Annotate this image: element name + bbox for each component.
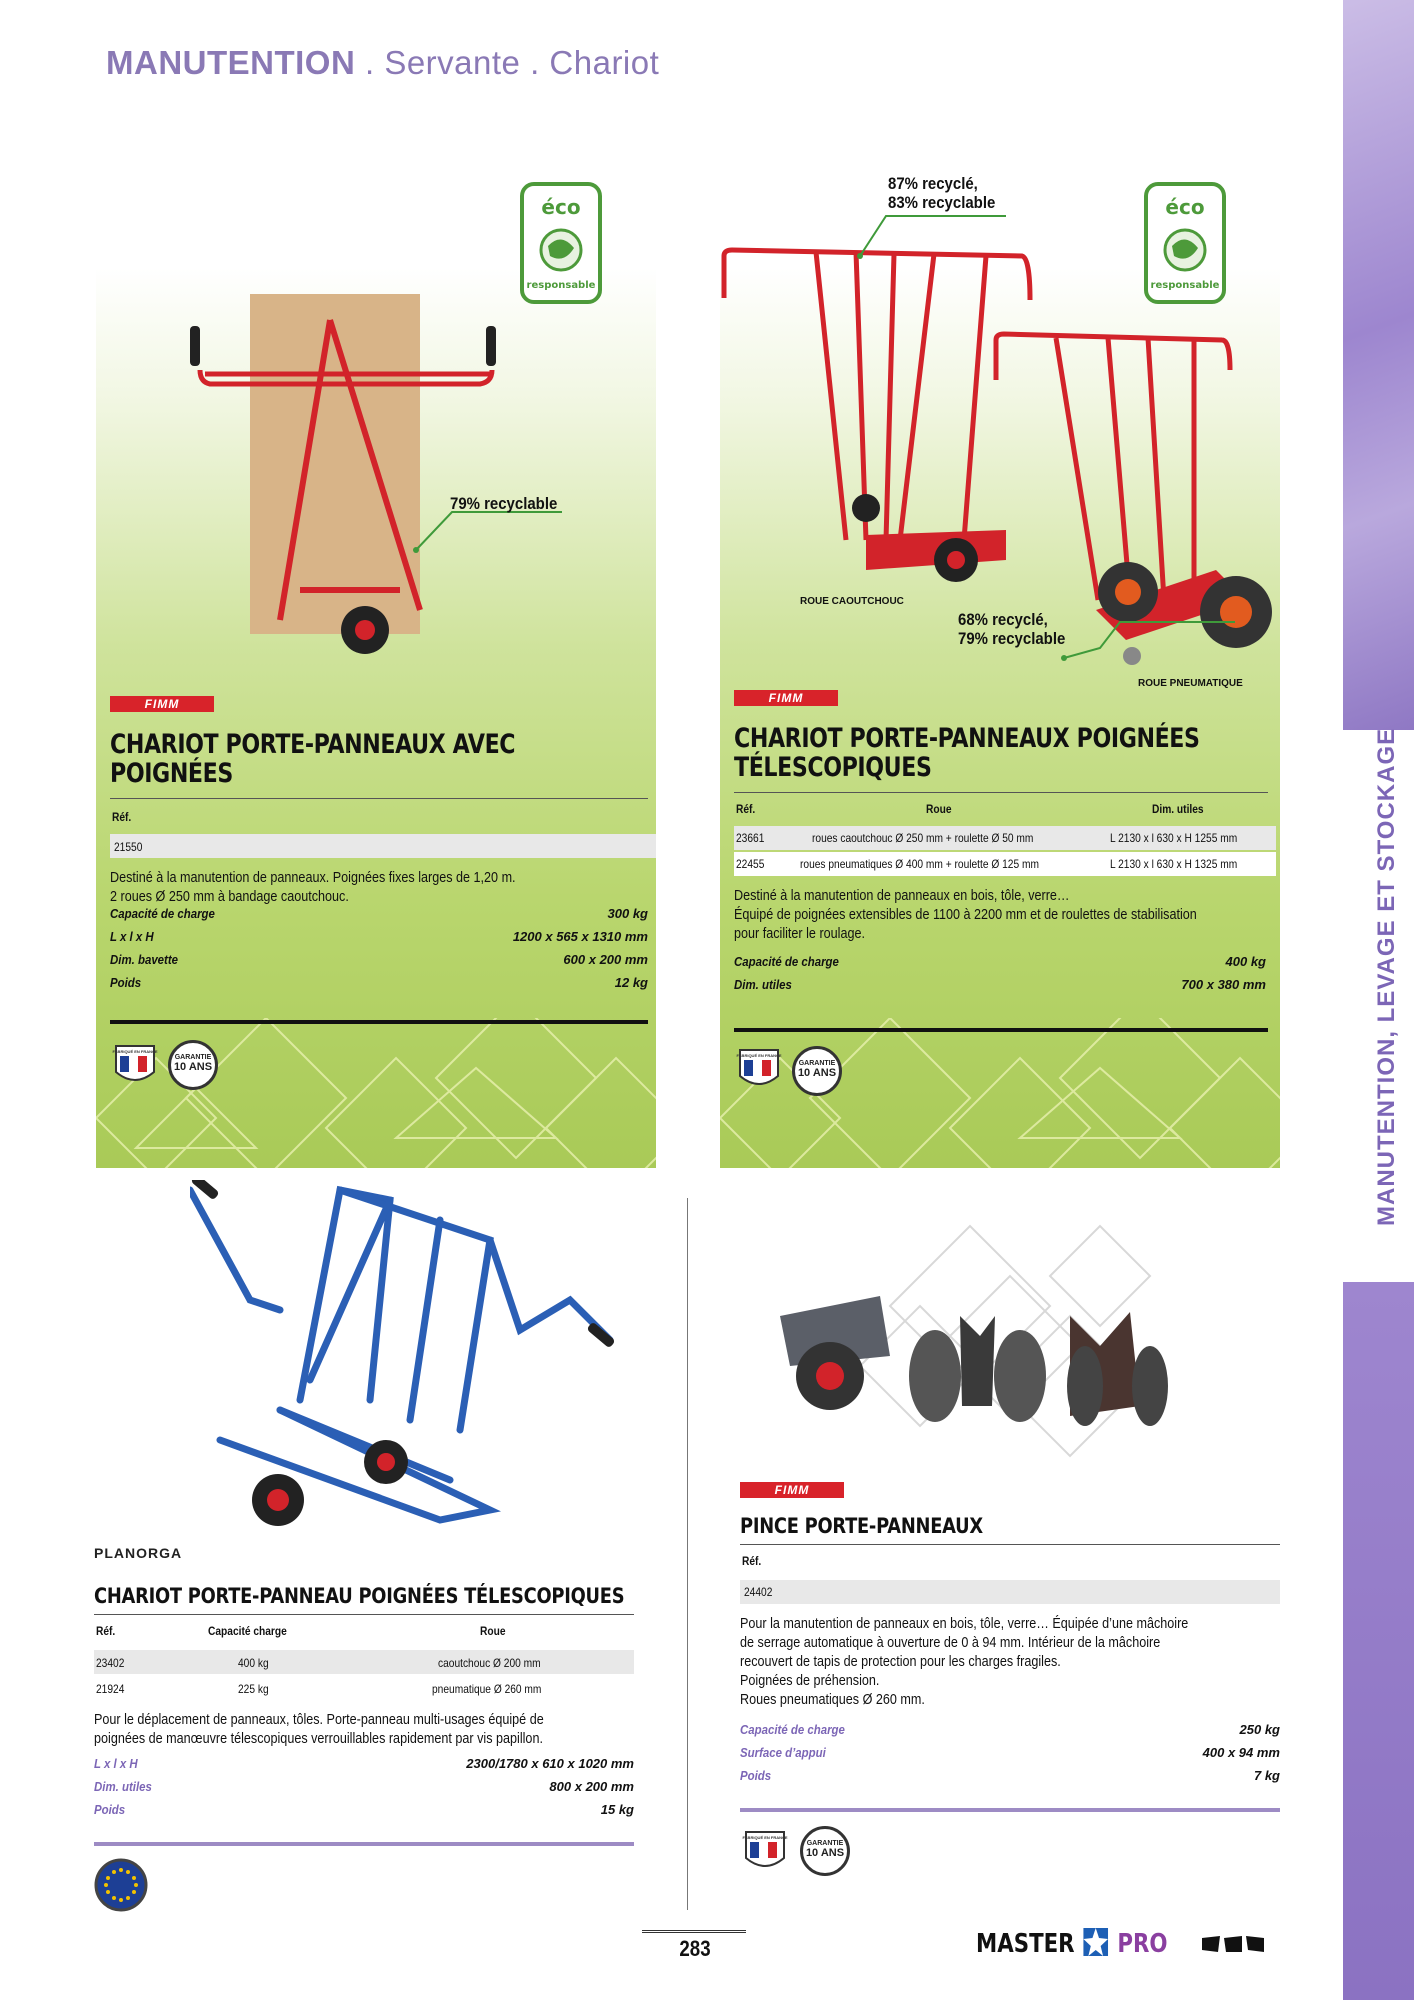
caption-pneumatic-wheel: ROUE PNEUMATIQUE [1138, 678, 1243, 689]
eu-flag-badge [94, 1858, 148, 1912]
ref-value: 21550 [114, 840, 143, 854]
spec-value: 12 kg [614, 975, 648, 990]
wheel-value: pneumatique Ø 260 mm [432, 1682, 542, 1696]
warranty-10-years-badge: GARANTIE 10 ANS [800, 1826, 850, 1876]
masterpro-logo: MASTER PRO [976, 1926, 1168, 1959]
product-image-blue-chariot [190, 1180, 620, 1560]
spec-value: 700 x 380 mm [1181, 977, 1266, 992]
column-divider [687, 1198, 688, 1910]
capacity-value: 400 kg [238, 1656, 269, 1670]
svg-text:responsable: responsable [526, 280, 596, 291]
svg-text:éco: éco [1165, 195, 1205, 219]
table-header-dims: Dim. utiles [1152, 802, 1204, 816]
product-description: Pour la manutention de panneaux en bois, tôle, verre… Équipée d’une mâchoire de serrage automatique à ouverture de 0 à 94 mm. Intérieur de la mâchoire recouvert de tapis de protection pour les charges fragiles. Poignées de préhension. Roues pneumatiques Ø 260 mm. [740, 1615, 1189, 1708]
spec-value: 400 kg [1225, 954, 1266, 969]
table-header-ref: Réf. [112, 810, 132, 824]
spec-label: L x l x H [110, 929, 154, 944]
eco-responsible-badge [518, 180, 604, 310]
table-row [740, 1580, 1280, 1604]
spec-label: Capacité de charge [734, 954, 839, 969]
spec-value: 800 x 200 mm [549, 1779, 634, 1794]
spec-label: Poids [740, 1768, 772, 1783]
brand-logo-fimm: FIMM [110, 696, 214, 712]
divider [110, 798, 648, 799]
spec-value: 7 kg [1253, 1768, 1280, 1783]
page-title: MANUTENTION . Servante . Chariot [106, 44, 660, 81]
callout-line [1060, 612, 1240, 662]
callout-line [856, 206, 1006, 266]
spec-label: Dim. utiles [734, 977, 792, 992]
spec-value: 15 kg [600, 1802, 634, 1817]
star-icon [1082, 1926, 1110, 1958]
divider-purple [740, 1808, 1280, 1812]
product-title: CHARIOT PORTE-PANNEAU POIGNÉES TÉLESCOPIQUES [94, 1584, 625, 1608]
warranty-10-years-badge: GARANTIE 10 ANS [792, 1046, 842, 1096]
spec-value: 400 x 94 mm [1202, 1745, 1280, 1760]
divider [94, 1614, 634, 1615]
product-title: CHARIOT PORTE-PANNEAUX AVEC POIGNÉES [110, 729, 516, 789]
capacity-value: 225 kg [238, 1682, 269, 1696]
spec-value: 600 x 200 mm [563, 952, 648, 967]
product-description: Pour le déplacement de panneaux, tôles. Porte-panneau multi-usages équipé de poignées de manœuvre télescopiques verrouillables rapidement par vis papillon. [94, 1711, 544, 1747]
divider-thick [734, 1028, 1268, 1032]
brand-dots-icon [1200, 1934, 1268, 1954]
product-title: PINCE PORTE-PANNEAUX [740, 1514, 983, 1538]
spec-label: Dim. bavette [110, 952, 179, 967]
divider [740, 1544, 1280, 1545]
wheel-value: roues pneumatiques Ø 400 mm + roulette Ø 125 mm [800, 857, 1039, 871]
ref-value: 23661 [736, 831, 765, 845]
table-row [94, 1676, 634, 1700]
spec-value: 1200 x 565 x 1310 mm [512, 929, 648, 944]
svg-text:responsable: responsable [1150, 280, 1220, 291]
recycled-callout-top: 87% recyclé, 83% recyclable [888, 174, 996, 212]
svg-text:éco: éco [541, 195, 581, 219]
wheel-value: caoutchouc Ø 200 mm [438, 1656, 541, 1670]
spec-label: Dim. utiles [94, 1779, 152, 1794]
product-image-panel-clamp [770, 1216, 1210, 1486]
recycled-callout-mid: 68% recyclé, 79% recyclable [958, 610, 1066, 648]
spec-label: Capacité de charge [740, 1722, 845, 1737]
dims-value: L 2130 x l 630 x H 1255 mm [1110, 831, 1238, 845]
section-label: MANUTENTION, LEVAGE ET STOCKAGE [1373, 727, 1400, 1226]
table-header-ref: Réf. [742, 1554, 762, 1568]
divider-purple [94, 1842, 634, 1846]
brand-logo-fimm: FIMM [740, 1482, 844, 1498]
made-in-france-badge [742, 1828, 788, 1874]
product-image-chariot-panel [180, 290, 510, 670]
table-header-ref: Réf. [736, 802, 756, 816]
spec-label: Poids [110, 975, 142, 990]
caption-rubber-wheel: ROUE CAOUTCHOUC [800, 596, 904, 607]
diamond-pattern [96, 1018, 656, 1168]
spec-label: Poids [94, 1802, 126, 1817]
spec-value: 2300/1780 x 610 x 1020 mm [466, 1756, 634, 1771]
product-description: Destiné à la manutention de panneaux. Poignées fixes larges de 1,20 m. 2 roues Ø 250 mm à bandage caoutchouc. [110, 869, 516, 905]
recyclable-callout: 79% recyclable [450, 494, 558, 513]
warranty-10-years-badge: GARANTIE 10 ANS [168, 1040, 218, 1090]
wheel-value: roues caoutchouc Ø 250 mm + roulette Ø 50 mm [812, 831, 1034, 845]
product-title: CHARIOT PORTE-PANNEAUX POIGNÉES TÉLESCOPIQUES [734, 723, 1200, 783]
made-in-france-badge [112, 1042, 158, 1088]
table-header-capacity: Capacité charge [208, 1624, 287, 1638]
svg-text:FABRIQUÉ EN FRANCE: FABRIQUÉ EN FRANCE [742, 1835, 788, 1840]
brand-logo-fimm: FIMM [734, 690, 838, 706]
table-row [110, 834, 656, 858]
spec-label: L x l x H [94, 1756, 138, 1771]
brand-logo-planorga: PLANORGA [94, 1545, 183, 1561]
spec-value: 300 kg [607, 906, 648, 921]
ref-value: 22455 [736, 857, 765, 871]
spec-value: 250 kg [1239, 1722, 1280, 1737]
spec-label: Surface d’appui [740, 1745, 826, 1760]
product-description: Destiné à la manutention de panneaux en bois, tôle, verre… Équipé de poignées extensibles de 1100 à 2200 mm et de roulettes de stabilisation pour faciliter le roulage. [734, 887, 1197, 942]
side-band-decor-bottom [1343, 1282, 1414, 2000]
table-header-ref: Réf. [96, 1624, 116, 1638]
page-number-rule [642, 1930, 746, 1933]
diamond-pattern [720, 1018, 1280, 1168]
made-in-france-badge [736, 1046, 782, 1092]
divider-thick [110, 1020, 648, 1024]
side-band-decor-top [1343, 0, 1414, 730]
svg-text:FABRIQUÉ EN FRANCE: FABRIQUÉ EN FRANCE [112, 1049, 158, 1054]
table-row [94, 1650, 634, 1674]
table-header-wheel: Roue [480, 1624, 506, 1638]
ref-value: 21924 [96, 1682, 125, 1696]
divider [734, 792, 1268, 793]
table-header-wheel: Roue [926, 802, 952, 816]
dims-value: L 2130 x l 630 x H 1325 mm [1110, 857, 1238, 871]
spec-label: Capacité de charge [110, 906, 215, 921]
ref-value: 24402 [744, 1585, 773, 1599]
page-number: 283 [679, 1936, 711, 1961]
ref-value: 23402 [96, 1656, 125, 1670]
svg-text:FABRIQUÉ EN FRANCE: FABRIQUÉ EN FRANCE [736, 1053, 782, 1058]
